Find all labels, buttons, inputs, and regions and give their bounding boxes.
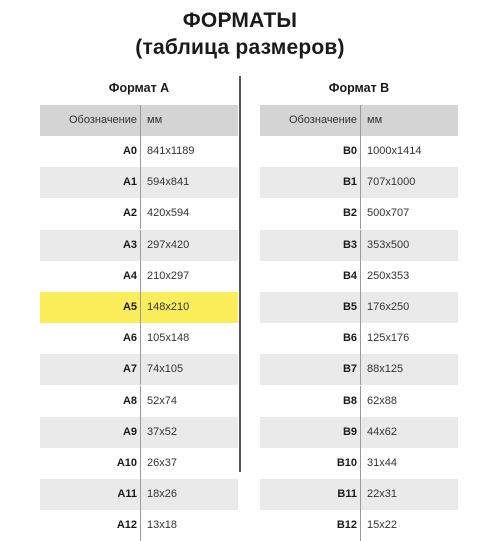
format-size: 250x353 [360, 261, 458, 292]
table-row [40, 510, 238, 541]
format-code: B0 [342, 145, 357, 157]
table-row [40, 386, 238, 417]
format-code: B7 [342, 363, 357, 376]
format-code: A5 [40, 292, 140, 323]
format-code: B3 [342, 238, 357, 251]
page-title: ФОРМАТЫ [182, 9, 298, 32]
format-code: A7 [122, 363, 137, 376]
table-row [40, 417, 238, 448]
format-size: 420x594 [140, 198, 238, 229]
format-code: B10 [336, 457, 357, 469]
format-code: B12 [336, 519, 357, 532]
table-row [40, 136, 238, 167]
format-code: A8 [122, 394, 137, 407]
format-b-header-size: мм [360, 105, 458, 136]
format-a-header-row [40, 105, 238, 136]
format-size: 500x707 [360, 198, 458, 229]
table-row [260, 136, 458, 167]
format-size: 210x297 [140, 261, 238, 292]
table-row [260, 167, 458, 198]
format-a-heading: Формат A [108, 81, 170, 95]
format-code: A3 [122, 238, 137, 251]
format-code: A0 [122, 145, 137, 157]
table-row [260, 292, 458, 323]
table-row [40, 261, 238, 292]
format-code: A4 [122, 269, 137, 282]
format-size: 22x31 [360, 479, 458, 510]
format-size: 1000x1414 [360, 136, 458, 167]
format-code: B1 [342, 176, 357, 189]
format-size: 18x26 [140, 479, 238, 510]
table-row [260, 198, 458, 229]
format-size: 26x37 [140, 448, 238, 479]
table-row [260, 479, 458, 510]
format-size: 74x105 [140, 354, 238, 385]
column-divider [239, 76, 241, 472]
page-subtitle: (таблица размеров) [135, 36, 345, 59]
format-size: 841x1189 [140, 136, 238, 167]
format-code: B4 [342, 269, 357, 282]
format-size: 594x841 [140, 167, 238, 198]
format-code: A1 [122, 176, 137, 189]
table-row [260, 354, 458, 385]
format-size: 105x148 [140, 323, 238, 354]
format-a-header-size: мм [140, 105, 238, 136]
table-row [40, 230, 238, 261]
format-code: B5 [342, 301, 357, 313]
format-size: 297x420 [140, 230, 238, 261]
table-row [40, 292, 238, 323]
format-code: B2 [342, 207, 357, 220]
table-row [260, 386, 458, 417]
table-row [260, 448, 458, 479]
format-size: 148x210 [140, 292, 238, 323]
table-row [40, 198, 238, 229]
table-row [40, 354, 238, 385]
format-size: 31x44 [360, 448, 458, 479]
format-code: B11 [337, 488, 357, 501]
format-code: B8 [342, 394, 357, 407]
format-code: A2 [122, 207, 137, 220]
table-row [40, 167, 238, 198]
format-b-header-code: Обозначение [288, 114, 357, 126]
table-row [260, 230, 458, 261]
table-row [260, 261, 458, 292]
format-size: 707x1000 [360, 167, 458, 198]
table-row [260, 417, 458, 448]
format-size: 176x250 [360, 292, 458, 323]
format-size: 125x176 [360, 323, 458, 354]
format-code: A6 [122, 332, 137, 345]
format-b-header-row [260, 105, 458, 136]
format-size: 88x125 [360, 354, 458, 385]
format-size: 353x500 [360, 230, 458, 261]
format-code: A12 [116, 519, 137, 532]
table-row [40, 448, 238, 479]
format-size: 15x22 [360, 510, 458, 541]
format-size: 44x62 [360, 417, 458, 448]
format-b-heading: Формат B [328, 81, 390, 95]
format-code: A10 [116, 457, 137, 469]
format-code: B9 [342, 425, 357, 438]
table-row [40, 479, 238, 510]
format-size: 13x18 [140, 510, 238, 541]
format-size: 37x52 [140, 417, 238, 448]
table-row [260, 510, 458, 541]
format-size: 52x74 [140, 386, 238, 417]
format-code: B6 [342, 332, 357, 345]
format-a-header-code: Обозначение [68, 114, 137, 126]
table-row [40, 323, 238, 354]
format-code: A11 [117, 488, 137, 501]
format-code: A9 [122, 425, 137, 438]
table-row [260, 323, 458, 354]
format-size: 62x88 [360, 386, 458, 417]
